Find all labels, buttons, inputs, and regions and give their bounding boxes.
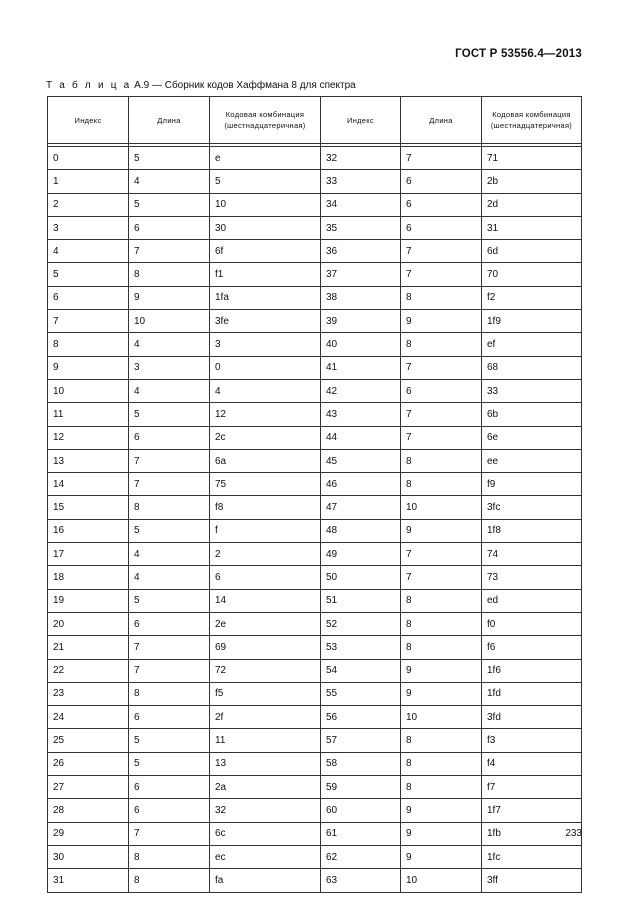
- cell-length: 8: [129, 869, 210, 892]
- table-row: [48, 333, 582, 356]
- table-row: [48, 240, 582, 263]
- table-row: [48, 636, 582, 659]
- cell-index: 5: [48, 263, 129, 286]
- table-row: [48, 822, 582, 845]
- cell-index: 26: [48, 752, 129, 775]
- cell-index: 3: [48, 216, 129, 239]
- cell-index: 10: [48, 379, 129, 402]
- cell-index: 4: [48, 240, 129, 263]
- cell-code: f7: [482, 776, 582, 799]
- cell-length: 8: [129, 845, 210, 868]
- table-row: [48, 589, 582, 612]
- cell-length: 9: [401, 519, 482, 542]
- cell-index: 48: [321, 519, 401, 542]
- table-row: [48, 216, 582, 239]
- cell-length: 4: [129, 170, 210, 193]
- cell-length: 8: [401, 449, 482, 472]
- cell-code: 6d: [482, 240, 582, 263]
- cell-code: fa: [210, 869, 321, 892]
- cell-code: 74: [482, 543, 582, 566]
- cell-code: 6b: [482, 403, 582, 426]
- cell-index: 8: [48, 333, 129, 356]
- cell-code: 3fc: [482, 496, 582, 519]
- cell-length: 5: [129, 193, 210, 216]
- cell-code: 70: [482, 263, 582, 286]
- cell-length: 9: [401, 822, 482, 845]
- cell-code: 6c: [210, 822, 321, 845]
- table-row: [48, 263, 582, 286]
- cell-length: 6: [129, 426, 210, 449]
- cell-code: f9: [482, 473, 582, 496]
- cell-length: 6: [401, 193, 482, 216]
- cell-length: 8: [401, 286, 482, 309]
- cell-length: 5: [129, 519, 210, 542]
- cell-index: 36: [321, 240, 401, 263]
- cell-index: 15: [48, 496, 129, 519]
- table-row: [48, 310, 582, 333]
- cell-length: 7: [401, 566, 482, 589]
- cell-index: 57: [321, 729, 401, 752]
- cell-code: f8: [210, 496, 321, 519]
- cell-length: 10: [401, 496, 482, 519]
- cell-index: 25: [48, 729, 129, 752]
- cell-index: 61: [321, 822, 401, 845]
- cell-length: 6: [129, 612, 210, 635]
- cell-index: 53: [321, 636, 401, 659]
- cell-index: 52: [321, 612, 401, 635]
- cell-length: 10: [129, 310, 210, 333]
- cell-index: 42: [321, 379, 401, 402]
- cell-code: 5: [210, 170, 321, 193]
- table-row: [48, 543, 582, 566]
- cell-code: 31: [482, 216, 582, 239]
- cell-length: 9: [401, 682, 482, 705]
- cell-index: 51: [321, 589, 401, 612]
- cell-length: 4: [129, 333, 210, 356]
- table-row: [48, 752, 582, 775]
- cell-code: 2d: [482, 193, 582, 216]
- cell-index: 56: [321, 706, 401, 729]
- table-row: [48, 170, 582, 193]
- cell-index: 13: [48, 449, 129, 472]
- cell-length: 9: [401, 310, 482, 333]
- cell-length: 4: [129, 566, 210, 589]
- cell-index: 54: [321, 659, 401, 682]
- cell-index: 47: [321, 496, 401, 519]
- table-row: [48, 403, 582, 426]
- cell-index: 35: [321, 216, 401, 239]
- cell-length: 10: [401, 706, 482, 729]
- cell-length: 7: [129, 473, 210, 496]
- cell-index: 62: [321, 845, 401, 868]
- cell-code: 1fc: [482, 845, 582, 868]
- cell-code: 71: [482, 147, 582, 170]
- cell-length: 9: [401, 659, 482, 682]
- cell-index: 1: [48, 170, 129, 193]
- cell-length: 7: [401, 263, 482, 286]
- cell-code: 1f9: [482, 310, 582, 333]
- cell-index: 63: [321, 869, 401, 892]
- cell-index: 32: [321, 147, 401, 170]
- cell-length: 8: [401, 752, 482, 775]
- cell-code: f5: [210, 682, 321, 705]
- table-row: [48, 659, 582, 682]
- cell-length: 7: [401, 426, 482, 449]
- cell-length: 5: [129, 589, 210, 612]
- cell-length: 8: [129, 496, 210, 519]
- cell-code: 6f: [210, 240, 321, 263]
- cell-code: 32: [210, 799, 321, 822]
- column-header-length: Длина: [129, 97, 210, 144]
- table-row: [48, 356, 582, 379]
- cell-length: 6: [401, 216, 482, 239]
- cell-code: ed: [482, 589, 582, 612]
- cell-length: 10: [401, 869, 482, 892]
- cell-length: 6: [129, 706, 210, 729]
- cell-length: 6: [129, 776, 210, 799]
- cell-index: 24: [48, 706, 129, 729]
- cell-index: 2: [48, 193, 129, 216]
- table-header-row: [48, 97, 582, 144]
- table-row: [48, 379, 582, 402]
- cell-length: 5: [129, 752, 210, 775]
- cell-length: 7: [401, 147, 482, 170]
- column-header-index: Индекс: [48, 97, 129, 144]
- cell-index: 31: [48, 869, 129, 892]
- cell-index: 58: [321, 752, 401, 775]
- cell-index: 34: [321, 193, 401, 216]
- cell-index: 23: [48, 682, 129, 705]
- cell-index: 37: [321, 263, 401, 286]
- cell-index: 40: [321, 333, 401, 356]
- cell-index: 39: [321, 310, 401, 333]
- cell-code: ee: [482, 449, 582, 472]
- cell-code: ef: [482, 333, 582, 356]
- cell-code: 1f8: [482, 519, 582, 542]
- cell-length: 9: [401, 845, 482, 868]
- cell-length: 5: [129, 403, 210, 426]
- cell-index: 45: [321, 449, 401, 472]
- cell-code: 10: [210, 193, 321, 216]
- table-row: [48, 566, 582, 589]
- cell-code: 3fe: [210, 310, 321, 333]
- cell-index: 11: [48, 403, 129, 426]
- cell-code: 0: [210, 356, 321, 379]
- cell-length: 7: [129, 636, 210, 659]
- table-row: [48, 729, 582, 752]
- cell-code: 75: [210, 473, 321, 496]
- cell-code: 4: [210, 379, 321, 402]
- cell-code: 2b: [482, 170, 582, 193]
- cell-index: 30: [48, 845, 129, 868]
- cell-length: 3: [129, 356, 210, 379]
- cell-code: 2: [210, 543, 321, 566]
- cell-code: 33: [482, 379, 582, 402]
- cell-length: 8: [401, 636, 482, 659]
- cell-length: 9: [129, 286, 210, 309]
- table-row: [48, 776, 582, 799]
- table-row: [48, 193, 582, 216]
- cell-code: 2a: [210, 776, 321, 799]
- cell-index: 9: [48, 356, 129, 379]
- table-row: [48, 473, 582, 496]
- cell-length: 8: [129, 682, 210, 705]
- cell-index: 22: [48, 659, 129, 682]
- cell-index: 41: [321, 356, 401, 379]
- cell-length: 5: [129, 729, 210, 752]
- cell-length: 8: [401, 612, 482, 635]
- cell-code: 73: [482, 566, 582, 589]
- cell-length: 6: [401, 170, 482, 193]
- cell-index: 46: [321, 473, 401, 496]
- cell-index: 21: [48, 636, 129, 659]
- cell-code: 12: [210, 403, 321, 426]
- cell-code: 14: [210, 589, 321, 612]
- page-number: 233: [565, 828, 582, 839]
- cell-length: 6: [401, 379, 482, 402]
- cell-length: 4: [129, 543, 210, 566]
- table-row: [48, 496, 582, 519]
- cell-code: 3ff: [482, 869, 582, 892]
- column-header-code: Кодовая комбинация (шестнадцатеричная): [210, 97, 321, 144]
- cell-length: 7: [129, 822, 210, 845]
- table-body: [48, 147, 582, 893]
- cell-code: 2e: [210, 612, 321, 635]
- cell-length: 7: [401, 403, 482, 426]
- cell-length: 8: [401, 333, 482, 356]
- cell-index: 29: [48, 822, 129, 845]
- cell-length: 4: [129, 379, 210, 402]
- cell-index: 12: [48, 426, 129, 449]
- table-row: [48, 519, 582, 542]
- cell-code: 11: [210, 729, 321, 752]
- cell-code: f3: [482, 729, 582, 752]
- table-row: [48, 869, 582, 892]
- table-header: [48, 97, 582, 147]
- table-row: [48, 799, 582, 822]
- cell-index: 17: [48, 543, 129, 566]
- cell-code: 3: [210, 333, 321, 356]
- table-caption-prefix: Т а б л и ц а: [46, 80, 132, 91]
- cell-code: 13: [210, 752, 321, 775]
- cell-length: 7: [401, 356, 482, 379]
- cell-index: 28: [48, 799, 129, 822]
- cell-code: 69: [210, 636, 321, 659]
- cell-length: 8: [401, 729, 482, 752]
- cell-index: 7: [48, 310, 129, 333]
- cell-code: 1fb: [482, 822, 582, 845]
- cell-index: 14: [48, 473, 129, 496]
- cell-length: 7: [129, 240, 210, 263]
- cell-length: 7: [129, 659, 210, 682]
- cell-code: 6e: [482, 426, 582, 449]
- cell-length: 5: [129, 147, 210, 170]
- cell-code: 1f6: [482, 659, 582, 682]
- table-row: [48, 449, 582, 472]
- cell-index: 44: [321, 426, 401, 449]
- cell-index: 19: [48, 589, 129, 612]
- cell-index: 49: [321, 543, 401, 566]
- cell-length: 6: [129, 799, 210, 822]
- cell-index: 6: [48, 286, 129, 309]
- huffman-code-table: [47, 96, 582, 893]
- cell-index: 38: [321, 286, 401, 309]
- standard-header: ГОСТ Р 53556.4—2013: [455, 48, 582, 60]
- table-row: [48, 147, 582, 170]
- cell-code: e: [210, 147, 321, 170]
- cell-index: 33: [321, 170, 401, 193]
- cell-length: 8: [401, 473, 482, 496]
- cell-code: 30: [210, 216, 321, 239]
- cell-code: 2f: [210, 706, 321, 729]
- cell-code: 1fa: [210, 286, 321, 309]
- table-row: [48, 845, 582, 868]
- table-row: [48, 286, 582, 309]
- cell-index: 20: [48, 612, 129, 635]
- cell-code: 6: [210, 566, 321, 589]
- column-header-length: Длина: [401, 97, 482, 144]
- table-row: [48, 682, 582, 705]
- table-caption: [46, 80, 356, 91]
- cell-length: 7: [401, 543, 482, 566]
- cell-code: 2c: [210, 426, 321, 449]
- cell-code: 1f7: [482, 799, 582, 822]
- cell-index: 50: [321, 566, 401, 589]
- cell-code: 3fd: [482, 706, 582, 729]
- cell-length: 9: [401, 799, 482, 822]
- cell-code: 1fd: [482, 682, 582, 705]
- cell-index: 55: [321, 682, 401, 705]
- table-row: [48, 612, 582, 635]
- column-header-index: Индекс: [321, 97, 401, 144]
- cell-length: 8: [129, 263, 210, 286]
- cell-index: 43: [321, 403, 401, 426]
- cell-index: 16: [48, 519, 129, 542]
- cell-index: 27: [48, 776, 129, 799]
- cell-code: f6: [482, 636, 582, 659]
- cell-index: 60: [321, 799, 401, 822]
- table-row: [48, 426, 582, 449]
- cell-code: ec: [210, 845, 321, 868]
- cell-length: 7: [401, 240, 482, 263]
- cell-code: f: [210, 519, 321, 542]
- cell-length: 6: [129, 216, 210, 239]
- cell-length: 8: [401, 776, 482, 799]
- cell-index: 0: [48, 147, 129, 170]
- cell-code: 6a: [210, 449, 321, 472]
- cell-index: 18: [48, 566, 129, 589]
- cell-length: 8: [401, 589, 482, 612]
- table-row: [48, 706, 582, 729]
- cell-code: 68: [482, 356, 582, 379]
- table-caption-title: А.9 — Сборник кодов Хаффмана 8 для спектра: [131, 80, 356, 91]
- cell-code: f4: [482, 752, 582, 775]
- cell-index: 59: [321, 776, 401, 799]
- cell-code: 72: [210, 659, 321, 682]
- cell-length: 7: [129, 449, 210, 472]
- column-header-code: Кодовая комбинация (шестнадцатеричная): [482, 97, 582, 144]
- cell-code: f1: [210, 263, 321, 286]
- cell-code: f0: [482, 612, 582, 635]
- cell-code: f2: [482, 286, 582, 309]
